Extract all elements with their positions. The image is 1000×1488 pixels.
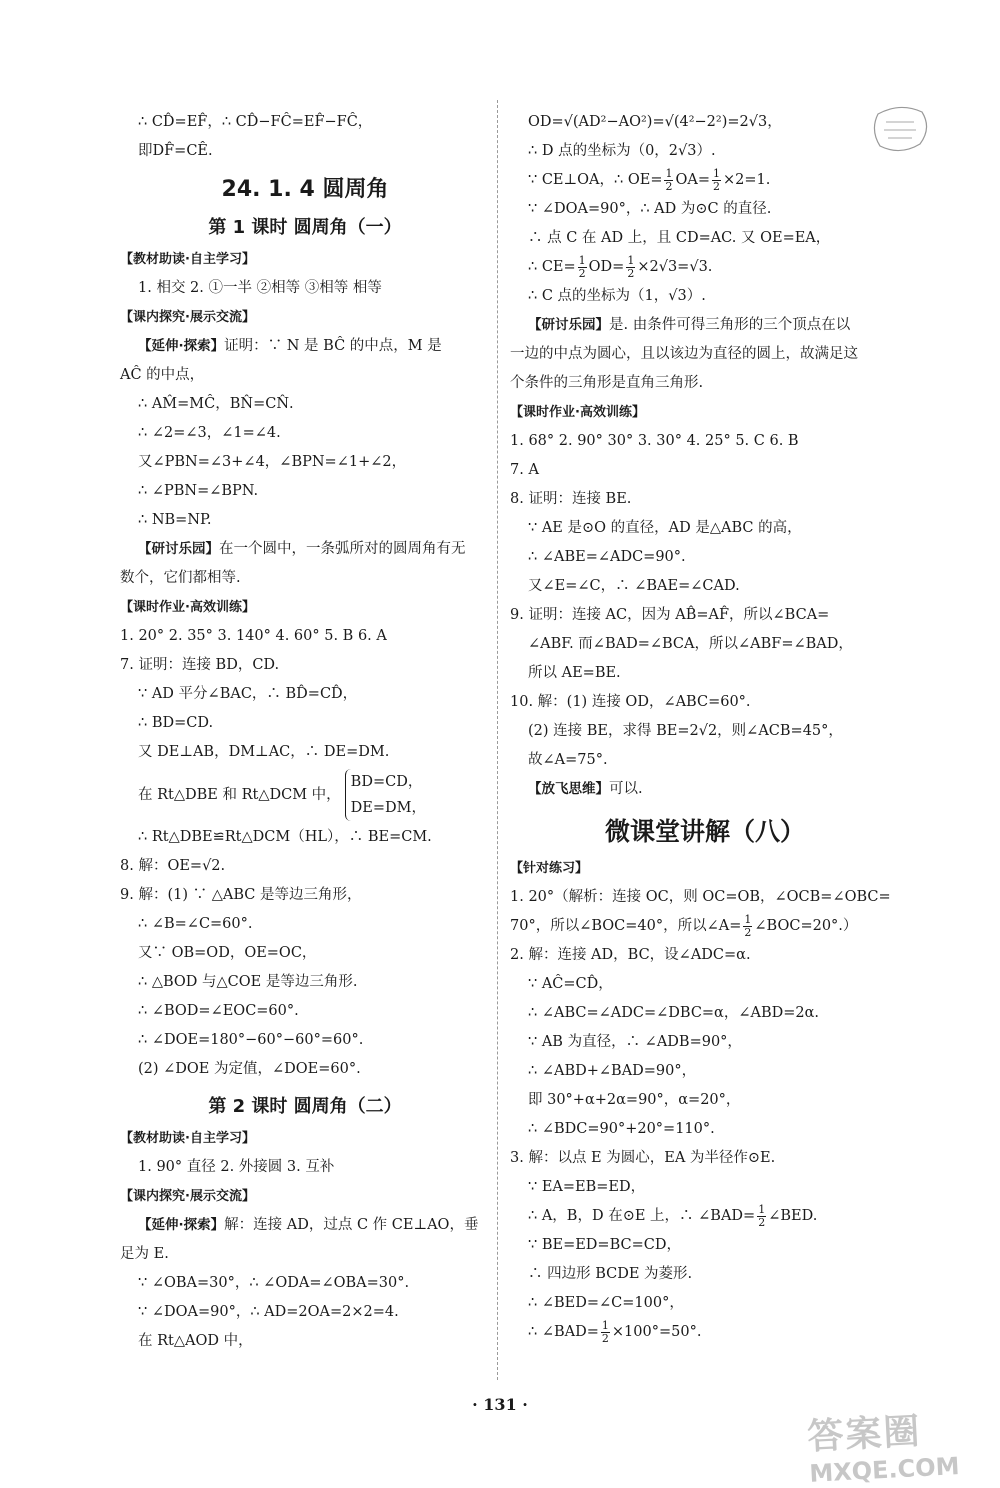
text-part: ∴ ∠BAD= [528, 1324, 599, 1340]
fraction-denominator: 2 [578, 266, 586, 280]
answer-line: ∵ AĈ=CD̂， [528, 976, 613, 992]
answer-line: 数个，它们都相等. [120, 570, 241, 586]
text-part: ×100°=50°. [611, 1324, 702, 1340]
answer-line: 又∠E=∠C，∴ ∠BAE=∠CAD. [528, 578, 740, 594]
answer-line: 9. 证明：连接 AC，因为 AB̂=AF̂，所以∠BCA= [510, 607, 830, 623]
text-part: ×2√3=√3. [637, 259, 713, 275]
watermark-bottom: MXQE.COM [808, 1452, 961, 1488]
answer-line: ∵ AB 为直径，∴ ∠ADB=90°， [528, 1034, 742, 1050]
answer-line: ∴ ∠BED=∠C=100°， [528, 1295, 684, 1311]
answer-line: ∵ ∠DOA=90°，∴ AD 为⊙C 的直径. [528, 201, 772, 217]
answer-line: 即DF̂=CÊ. [138, 143, 213, 159]
answer-line: ∴ 四边形 BCDE 为菱形. [528, 1266, 693, 1282]
answer-line: 10. 解：(1) 连接 OD，∠ABC=60°. [510, 694, 751, 710]
fraction-numerator: 1 [758, 1202, 766, 1216]
answer-line: ∴ ∠2=∠3，∠1=∠4. [138, 425, 281, 441]
inline-text: 可以. [609, 781, 643, 797]
answer-line: ∴ ∠BOD=∠EOC=60°. [138, 1003, 299, 1019]
answer-line: 8. 解：OE=√2. [120, 858, 226, 874]
answer-line: 1. 20°（解析：连接 OC，则 OC=OB，∠OCB=∠OBC= [510, 889, 891, 905]
text-part: OA= [675, 172, 710, 188]
answer-line: ∴ Rt△DBE≌Rt△DCM（HL），∴ BE=CM. [138, 829, 432, 845]
section-heading: 24. 1. 4 圆周角 [221, 177, 389, 202]
answer-line: 1. 90° 直径 2. 外接圆 3. 互补 [138, 1159, 335, 1175]
fraction-denominator: 2 [758, 1215, 766, 1229]
right-column [510, 108, 900, 1347]
answer-line: 个条件的三角形是直角三角形. [510, 375, 704, 391]
answer-line: ∴ BD=CD. [138, 715, 214, 731]
answer-line: 7. A [510, 462, 539, 478]
column-divider [497, 100, 498, 1380]
answer-line: 足为 E. [120, 1246, 169, 1262]
fraction [712, 168, 721, 193]
answer-line: (2) ∠DOE 为定值，∠DOE=60°. [138, 1061, 361, 1077]
section-label: 【课时作业·高效训练】 [120, 600, 255, 615]
answer-line: 1. 相交 2. ①一半 ②相等 ③相等 相等 [138, 280, 382, 296]
answer-line: ∴ CD̂=EF̂，∴ CD̂−FĈ=EF̂−FĈ， [138, 114, 373, 130]
fraction [578, 255, 587, 280]
answer-line: AĈ 的中点， [120, 367, 205, 383]
answer-line: 一边的中点为圆心，且以该边为直径的圆上，故满足这 [510, 346, 858, 362]
answer-line [510, 775, 900, 804]
fraction-denominator: 2 [712, 179, 720, 193]
answer-line: 2. 解：连接 AD，BC，设∠ADC=α. [510, 947, 751, 963]
fraction-denominator: 2 [665, 179, 673, 193]
text-part: ∠BOC=20°.） [754, 918, 858, 934]
text-part: ∴ CE= [528, 259, 576, 275]
text-part: ∵ CE⊥OA，∴ OE= [528, 172, 663, 188]
text-part: ∴ A，B，D 在⊙E 上，∴ ∠BAD= [528, 1208, 756, 1224]
answer-line: ∴ C 点的坐标为（1，√3）. [528, 288, 706, 304]
answer-line: ∴ ∠ABE=∠ADC=90°. [528, 549, 686, 565]
fraction-numerator: 1 [578, 253, 586, 267]
answer-line: 3. 解：以点 E 为圆心，EA 为半径作⊙E. [510, 1150, 776, 1166]
answer-line: 7. 证明：连接 BD，CD. [120, 657, 280, 673]
section-label: 【课内探究·展示交流】 [120, 310, 255, 325]
inline-label: 【延伸·探索】 [138, 1217, 225, 1233]
answer-line: 1. 20° 2. 35° 3. 140° 4. 60° 5. B 6. A [120, 628, 387, 644]
answer-line: 8. 证明：连接 BE. [510, 491, 632, 507]
answer-line: ∴ △BOD 与△COE 是等边三角形. [138, 974, 358, 990]
fraction-numerator: 1 [665, 166, 673, 180]
fraction-denominator: 2 [601, 1331, 609, 1345]
fraction [757, 1204, 766, 1229]
micro-lesson-heading: 微课堂讲解（八） [604, 817, 805, 846]
left-column [120, 108, 490, 1356]
equation-system [345, 769, 426, 821]
answer-line: ∴ ∠BDC=90°+20°=110°. [528, 1121, 715, 1137]
answer-line [510, 166, 900, 195]
answer-line: 9. 解：(1) ∵ △ABC 是等边三角形， [120, 887, 362, 903]
lesson-heading: 第 1 课时 圆周角（一） [208, 217, 402, 238]
system-prefix: 在 Rt△DBE 和 Rt△DCM 中， [138, 787, 341, 803]
answer-line: ∴ ∠ABC=∠ADC=∠DBC=α，∠ABD=2α. [528, 1005, 820, 1021]
fraction-numerator: 1 [712, 166, 720, 180]
text-part: OD= [588, 259, 625, 275]
answer-line: ∠ABF. 而∠BAD=∠BCA，所以∠ABF=∠BAD， [528, 636, 853, 652]
text-part: ×2=1. [722, 172, 771, 188]
fraction-numerator: 1 [627, 253, 635, 267]
answer-line: ∴ ∠PBN=∠BPN. [138, 483, 259, 499]
answer-line: ∵ ∠DOA=90°，∴ AD=2OA=2×2=4. [138, 1304, 399, 1320]
fraction-numerator: 1 [744, 912, 752, 926]
text-part: ∠BED. [768, 1208, 818, 1224]
answer-line: ∵ EA=EB=ED， [528, 1179, 646, 1195]
answer-line: OD=√(AD²−AO²)=√(4²−2²)=2√3， [528, 114, 782, 130]
section-label: 【针对练习】 [510, 861, 589, 876]
answer-line: ∴ AM̂=MĈ，BN̂=CN̂. [138, 396, 294, 412]
inline-label: 【研讨乐园】 [528, 317, 609, 333]
answer-line: ∴ D 点的坐标为（0，2√3）. [528, 143, 716, 159]
fraction [601, 1320, 610, 1345]
answer-line [510, 253, 900, 282]
answer-line: ∵ AD 平分∠BAC，∴ BD̂=CD̂， [138, 686, 358, 702]
inline-text: 证明：∵ N 是 BĈ 的中点，M 是 [224, 338, 442, 354]
watermark [806, 1401, 960, 1488]
inline-text: 是. 由条件可得三角形的三个顶点在以 [609, 317, 851, 333]
fraction [743, 914, 752, 939]
inline-label: 【研讨乐园】 [138, 541, 219, 557]
answer-line [510, 1318, 900, 1347]
answer-line: ∵ ∠OBA=30°，∴ ∠ODA=∠OBA=30°. [138, 1275, 410, 1291]
page-number: · 131 · [472, 1395, 528, 1414]
answer-line: ∴ ∠ABD+∠BAD=90°， [528, 1063, 697, 1079]
fraction-denominator: 2 [627, 266, 635, 280]
lesson-heading: 第 2 课时 圆周角（二） [208, 1096, 402, 1117]
section-label: 【教材助读·自主学习】 [120, 1131, 255, 1146]
answer-line: 又 DE⊥AB，DM⊥AC，∴ DE=DM. [138, 744, 390, 760]
answer-line: ∴ NB=NP. [138, 512, 212, 528]
answer-line [120, 535, 490, 564]
answer-line [510, 912, 900, 941]
watermark-top: 答案圈 [806, 1411, 923, 1458]
text-part: 70°，所以∠BOC=40°，所以∠A= [510, 918, 742, 934]
answer-line: (2) 连接 BE，求得 BE=2√2，则∠ACB=45°， [528, 723, 843, 739]
answer-line: 故∠A=75°. [528, 752, 608, 768]
inline-label: 【延伸·探索】 [138, 338, 225, 354]
section-label: 【课内探究·展示交流】 [120, 1189, 255, 1204]
inline-text: 在一个圆中，一条弧所对的圆周角有无 [219, 541, 466, 557]
answer-line: 又∵ OB=OD，OE=OC， [138, 945, 317, 961]
answer-line [510, 311, 900, 340]
answer-line: 即 30°+α+2α=90°，α=20°， [528, 1092, 741, 1108]
equation-system-line [120, 769, 490, 821]
answer-line: 1. 68° 2. 90° 30° 3. 30° 4. 25° 5. C 6. B [510, 433, 799, 449]
answer-line: ∵ BE=ED=BC=CD， [528, 1237, 681, 1253]
answer-line [120, 1211, 490, 1240]
answer-line: 在 Rt△AOD 中， [138, 1333, 253, 1349]
answer-line: 又∠PBN=∠3+∠4，∠BPN=∠1+∠2， [138, 454, 407, 470]
answer-line: 所以 AE=BE. [528, 665, 621, 681]
inline-label: 【放飞思维】 [528, 781, 609, 797]
fraction [664, 168, 673, 193]
answer-line: ∴ ∠DOE=180°−60°−60°=60°. [138, 1032, 364, 1048]
fraction-denominator: 2 [744, 925, 752, 939]
answer-line: ∴ ∠B=∠C=60°. [138, 916, 253, 932]
answer-line [510, 1202, 900, 1231]
fraction [626, 255, 635, 280]
section-label: 【教材助读·自主学习】 [120, 252, 255, 267]
system-row: DE=DM， [350, 800, 427, 816]
answer-line: ∴ 点 C 在 AD 上，且 CD=AC. 又 OE=EA， [528, 230, 831, 246]
answer-line [120, 332, 490, 361]
fraction-numerator: 1 [601, 1318, 609, 1332]
system-row: BD=CD， [350, 774, 423, 790]
answer-line: ∵ AE 是⊙O 的直径，AD 是△ABC 的高， [528, 520, 802, 536]
inline-text: 解：连接 AD，过点 C 作 CE⊥AO，垂 [224, 1217, 479, 1233]
section-label: 【课时作业·高效训练】 [510, 405, 645, 420]
